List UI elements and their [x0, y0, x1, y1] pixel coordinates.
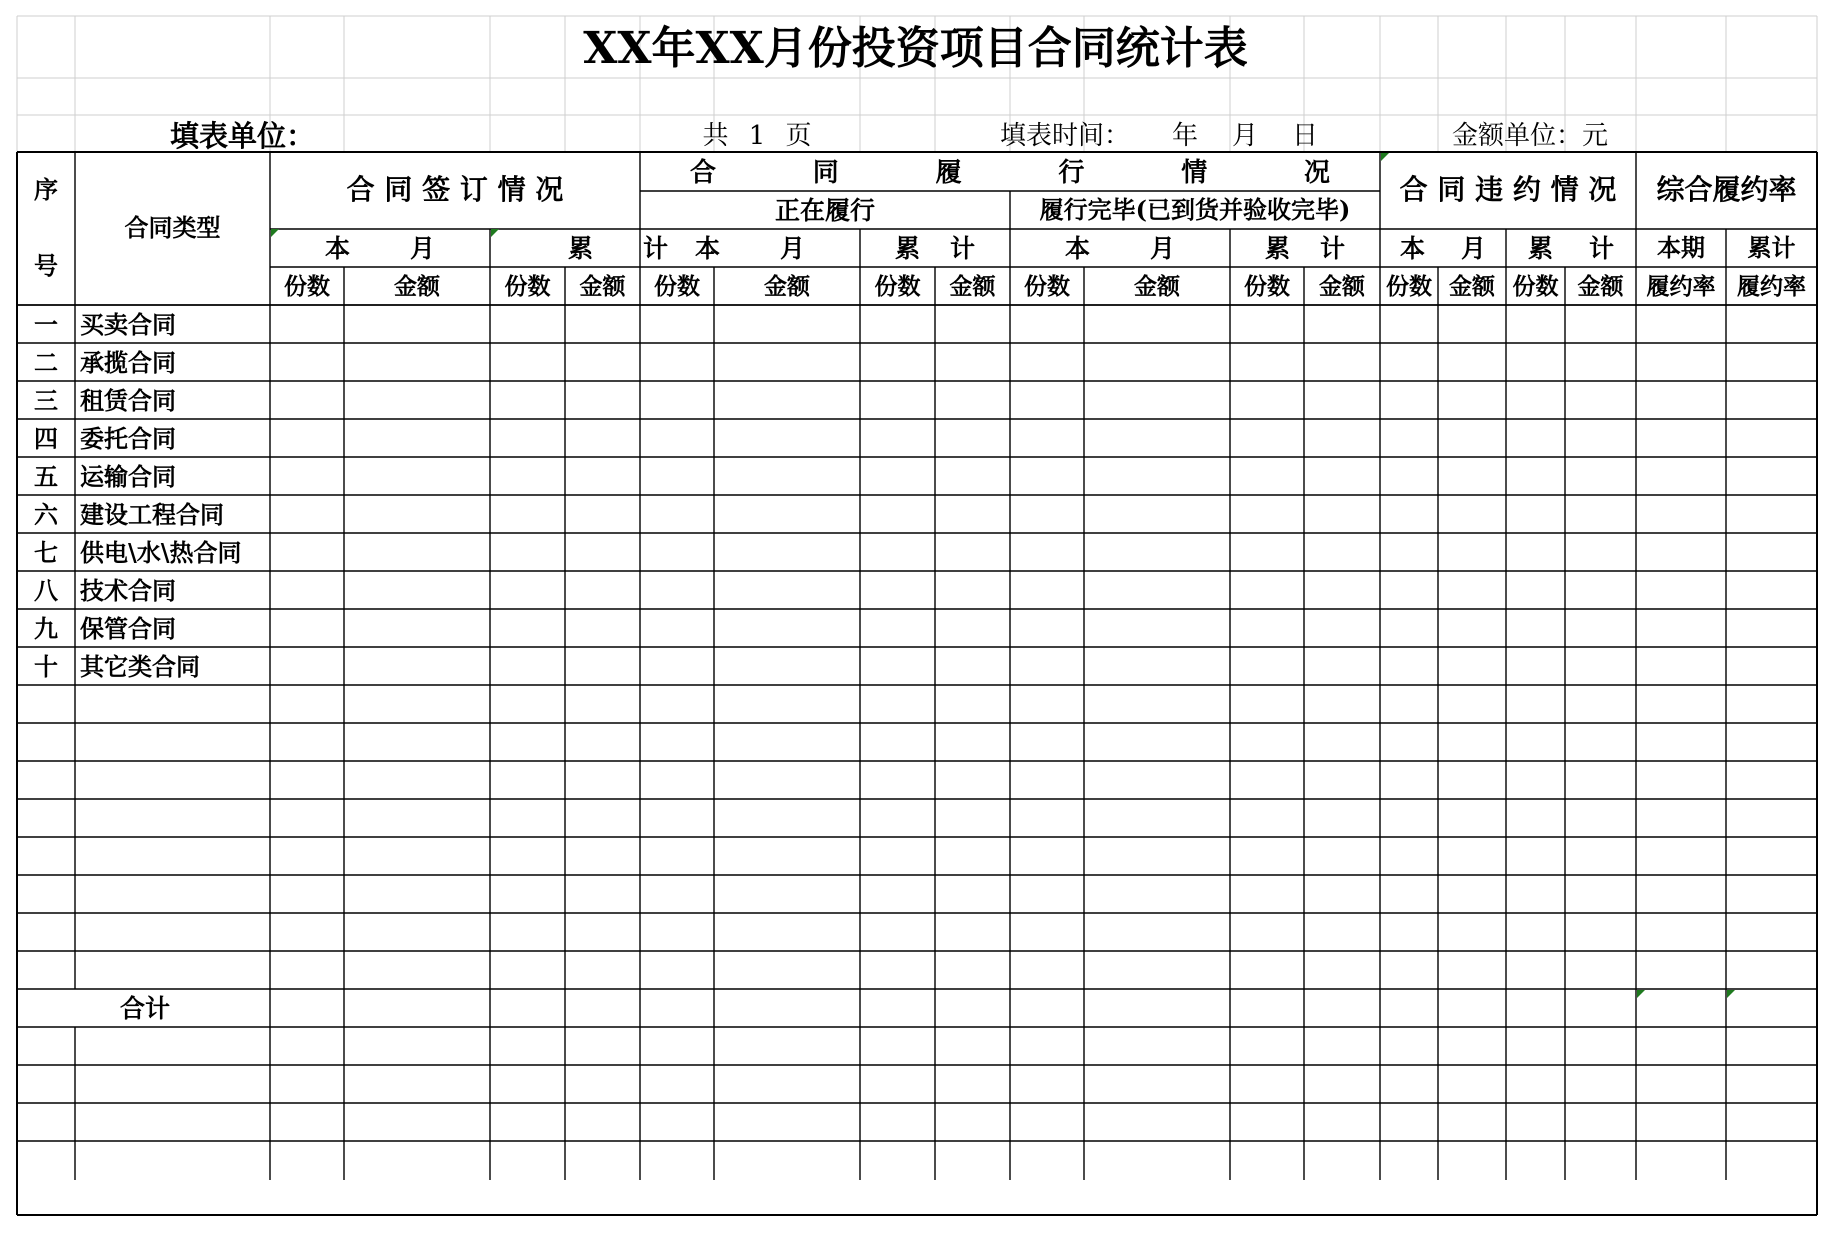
row-seq: 七 — [34, 538, 58, 567]
row-contract-type: 买卖合同 — [80, 310, 176, 339]
performance-char: 履 — [935, 158, 962, 188]
row-contract-type: 供电\水\热合同 — [80, 538, 242, 567]
row-contract-type: 技术合同 — [80, 576, 176, 605]
fill-unit-label: 填表单位： — [170, 118, 316, 153]
cell-comment-marker — [1637, 990, 1645, 998]
row-seq: 一 — [34, 310, 58, 339]
total-label: 合计 — [119, 993, 170, 1023]
performance-char: 情 — [1181, 158, 1208, 188]
row-seq: 二 — [34, 348, 58, 377]
amount-subheader: 金额 — [949, 272, 996, 300]
row-seq: 五 — [34, 462, 58, 491]
char: 累 — [894, 233, 920, 263]
seq-header-bottom: 号 — [34, 251, 58, 280]
breach-this-month — [1380, 230, 1506, 266]
contract-type-header: 合同类型 — [124, 213, 221, 242]
count-subheader: 份数 — [654, 272, 700, 300]
ongoing-this-month — [640, 230, 860, 266]
count-subheader: 份数 — [284, 272, 330, 300]
row-seq: 八 — [34, 576, 58, 605]
row-contract-type: 其它类合同 — [80, 652, 200, 681]
ongoing-cumulative — [860, 230, 1010, 266]
fill-date-label: 填表时间： — [1000, 121, 1131, 151]
row-seq: 九 — [34, 614, 58, 643]
row-contract-type: 建设工程合同 — [80, 500, 224, 529]
row-seq: 六 — [34, 500, 58, 529]
char: 月 — [1150, 233, 1176, 263]
amount-subheader: 金额 — [1577, 272, 1624, 300]
performance-rate-subheader: 履约率 — [1646, 272, 1716, 300]
row-contract-type: 运输合同 — [80, 462, 176, 491]
amount-subheader: 金额 — [1134, 272, 1180, 300]
amount-subheader: 金额 — [1319, 272, 1365, 300]
performance-char: 合 — [690, 158, 717, 188]
row-contract-type: 承揽合同 — [80, 348, 176, 377]
count-subheader: 份数 — [1244, 272, 1290, 300]
breach-header: 合 同 违 约 情 况 — [1399, 173, 1617, 206]
char: 累 — [1527, 233, 1553, 263]
rate-cumulative: 累计 — [1747, 233, 1796, 262]
page-title: XX年XX月份投资项目合同统计表 — [583, 23, 1248, 74]
count-subheader: 份数 — [874, 272, 921, 300]
count-subheader: 份数 — [1386, 272, 1432, 300]
signing-header: 合 同 签 订 情 况 — [346, 173, 564, 206]
completed-this-month — [1010, 230, 1230, 266]
char: 累 — [568, 233, 594, 263]
amount-subheader: 金额 — [764, 272, 810, 300]
signing-cumulative — [490, 230, 669, 266]
char: 月 — [1461, 233, 1487, 263]
amount-subheader: 金额 — [394, 272, 440, 300]
row-seq: 三 — [34, 386, 58, 415]
signing-this-month — [270, 230, 490, 266]
char: 累 — [1264, 233, 1290, 263]
amount-subheader: 金额 — [1449, 272, 1495, 300]
fill-date-year: 年 — [1171, 121, 1198, 151]
row-seq: 十 — [34, 652, 58, 681]
performance-char: 行 — [1058, 158, 1085, 188]
char: 月 — [780, 233, 806, 263]
performance-char: 况 — [1303, 158, 1330, 188]
char: 月 — [410, 233, 436, 263]
seq-header-top: 序 — [34, 175, 58, 204]
count-subheader: 份数 — [1512, 272, 1559, 300]
fill-date-month: 月 — [1231, 121, 1258, 151]
count-subheader: 份数 — [1024, 272, 1070, 300]
row-contract-type: 保管合同 — [80, 614, 176, 643]
rate-header: 综合履约率 — [1656, 173, 1797, 206]
page-count: 共 1 页 — [702, 121, 818, 151]
performance-header — [690, 155, 1330, 191]
count-subheader: 份数 — [504, 272, 551, 300]
char: 本 — [1064, 233, 1090, 263]
performance-char: 同 — [812, 158, 839, 188]
char: 计 — [643, 233, 669, 263]
char: 计 — [950, 233, 976, 263]
row-seq: 四 — [34, 424, 58, 453]
fill-date-day: 日 — [1291, 121, 1318, 151]
breach-cumulative — [1506, 230, 1636, 266]
ongoing-header: 正在履行 — [774, 195, 875, 225]
row-contract-type: 租赁合同 — [80, 386, 176, 415]
char: 本 — [324, 233, 350, 263]
completed-header: 履行完毕(已到货并验收完毕) — [1039, 195, 1351, 224]
completed-cumulative — [1230, 230, 1380, 266]
cell-comment-marker — [1727, 990, 1735, 998]
performance-rate-subheader: 履约率 — [1737, 272, 1806, 300]
rate-this-period: 本期 — [1657, 233, 1705, 262]
amount-subheader: 金额 — [579, 272, 626, 300]
row-contract-type: 委托合同 — [80, 424, 176, 453]
char: 本 — [1399, 233, 1425, 263]
char: 本 — [694, 233, 720, 263]
char: 计 — [1320, 233, 1346, 263]
currency-unit: 金额单位：元 — [1452, 121, 1609, 151]
char: 计 — [1589, 233, 1615, 263]
